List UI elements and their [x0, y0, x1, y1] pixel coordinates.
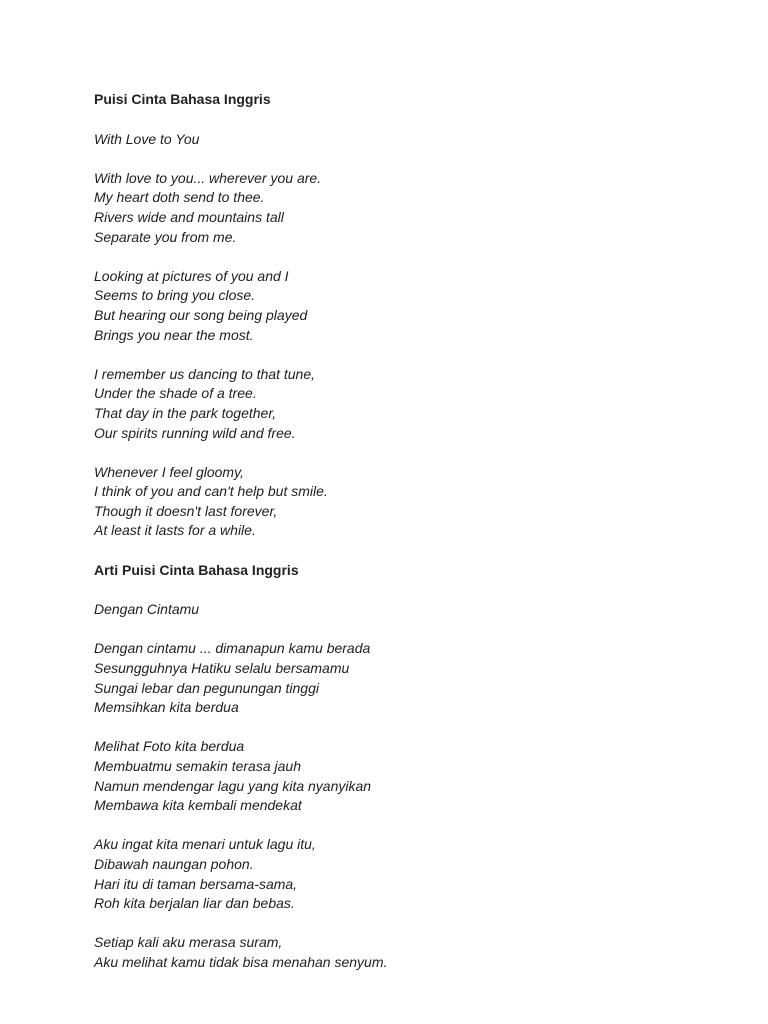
poem-line: Aku ingat kita menari untuk lagu itu,	[94, 836, 316, 853]
poem-title: Dengan Cintamu	[94, 601, 200, 618]
poem-line: Dibawah naungan pohon.	[94, 855, 254, 872]
poem-line: Our spirits running wild and free.	[94, 424, 296, 441]
stanza	[94, 365, 734, 443]
poem-line: At least it lasts for a while.	[94, 522, 256, 539]
poem-line: Roh kita berjalan liar dan bebas.	[94, 895, 295, 912]
stanza	[94, 835, 734, 913]
spacer	[94, 247, 734, 267]
poem-line: Brings you near the most.	[94, 326, 254, 343]
poem-title: With Love to You	[94, 130, 200, 147]
spacer	[94, 345, 734, 365]
poem-line: Membawa kita kembali mendekat	[94, 797, 302, 814]
poem-line: Namun mendengar lagu yang kita nyanyikan	[94, 777, 372, 794]
poem-line: Setiap kali aku merasa suram,	[94, 934, 283, 951]
poem-line: Seems to bring you close.	[94, 287, 256, 304]
poem-line: Dengan cintamu ... dimanapun kamu berada	[94, 640, 371, 657]
spacer	[94, 620, 734, 640]
poem-line: I think of you and can't help but smile.	[94, 483, 328, 500]
section-heading: Arti Puisi Cinta Bahasa Inggris	[94, 561, 299, 578]
stanza	[94, 463, 734, 541]
spacer	[94, 718, 734, 738]
stanza	[94, 933, 734, 972]
poem-line: My heart doth send to thee.	[94, 189, 265, 206]
stanza	[94, 737, 734, 815]
spacer	[94, 110, 734, 130]
poem-line: Under the shade of a tree.	[94, 385, 257, 402]
poem-line: With love to you... wherever you are.	[94, 169, 322, 186]
poem-line: Whenever I feel gloomy,	[94, 463, 244, 480]
poem-line: Aku melihat kamu tidak bisa menahan senyum.	[94, 953, 388, 970]
poem-line: Sungai lebar dan pegunungan tinggi	[94, 679, 319, 696]
spacer	[94, 443, 734, 463]
poem-line: Though it doesn't last forever,	[94, 502, 278, 519]
poem-line: I remember us dancing to that tune,	[94, 365, 316, 382]
poem-line: Rivers wide and mountains tall	[94, 208, 284, 225]
poem-line: Melihat Foto kita berdua	[94, 738, 245, 755]
section-heading: Puisi Cinta Bahasa Inggris	[94, 91, 271, 107]
spacer	[94, 816, 734, 836]
stanza	[94, 169, 734, 247]
document-page	[94, 90, 734, 973]
poem-line: Separate you from me.	[94, 228, 237, 245]
spacer	[94, 914, 734, 934]
spacer	[94, 149, 734, 169]
poem-line: Hari itu di taman bersama-sama,	[94, 875, 298, 892]
stanza	[94, 267, 734, 345]
spacer	[94, 541, 734, 561]
poem-line: Sesungguhnya Hatiku selalu bersamamu	[94, 660, 350, 677]
poem-line: Looking at pictures of you and I	[94, 267, 289, 284]
poem-line: But hearing our song being played	[94, 306, 308, 323]
poem-line: Memsihkan kita berdua	[94, 699, 239, 716]
stanza	[94, 639, 734, 717]
poem-line: Membuatmu semakin terasa jauh	[94, 758, 301, 774]
poem-line: That day in the park together,	[94, 404, 277, 421]
spacer	[94, 581, 734, 601]
